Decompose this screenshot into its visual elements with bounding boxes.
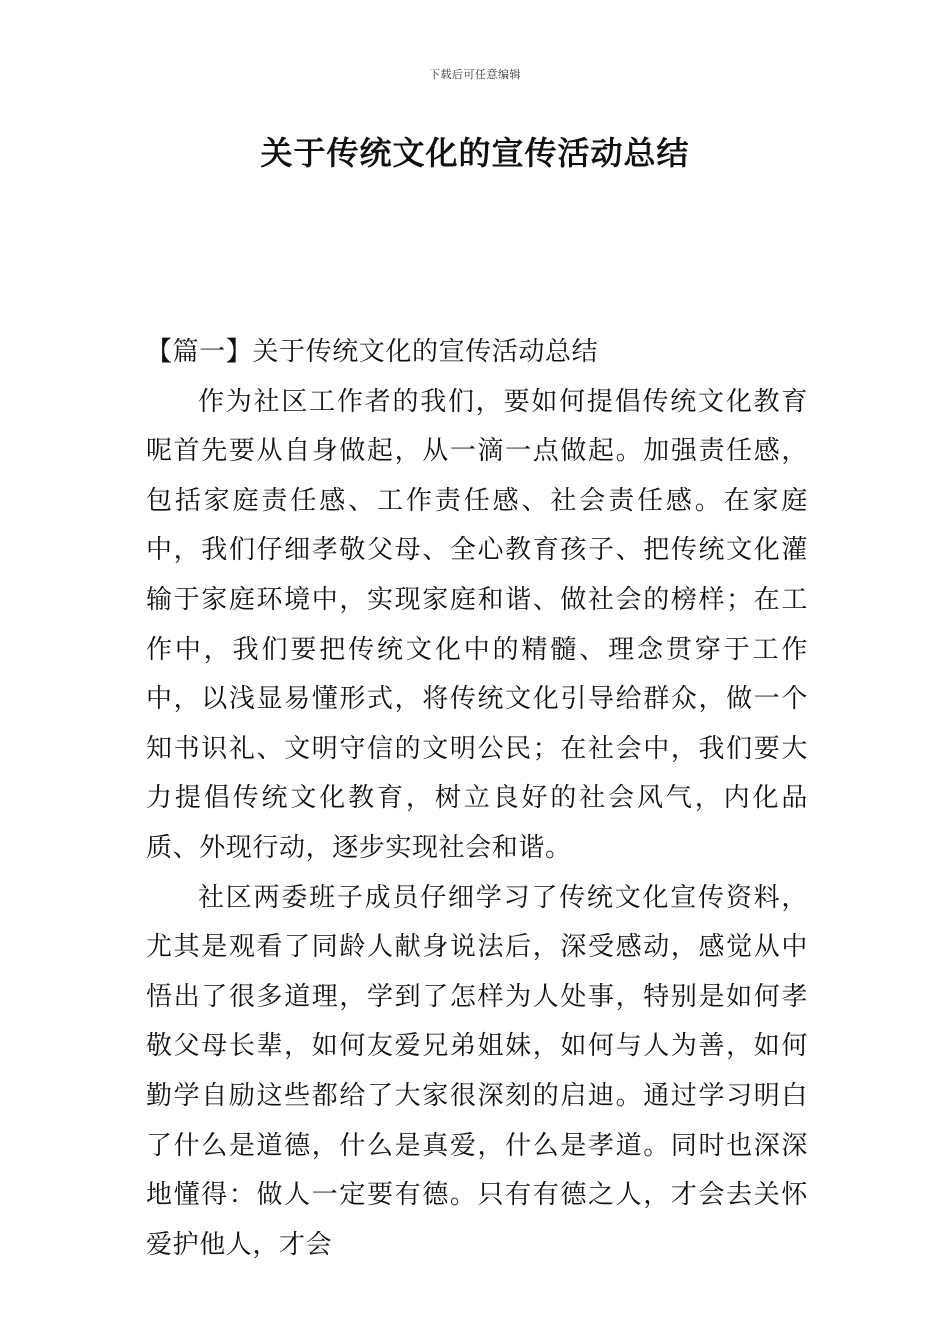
paragraph: 社区两委班子成员仔细学习了传统文化宣传资料，尤其是观看了同龄人献身说法后，深受感动，感觉从中悟出了很多道理，学到了怎样为人处事，特别是如何孝敬父母长辈，如何友爱兄弟姐妹，如何与人为善，如何勤学自励这些都给了大家很深刻的启迪。通过学习明白了什么是道德，什么是真爱，什么是孝道。同时也深深地懂得：做人一定要有德。只有有德之人，才会去关怀爱护他人，才会	[146, 882, 808, 1260]
header-note: 下载后可任意编辑	[429, 68, 521, 81]
document-body	[146, 328, 808, 1270]
paragraph: 作为社区工作者的我们，要如何提倡传统文化教育呢首先要从自身做起，从一滴一点做起。加强责任感，包括家庭责任感、工作责任感、社会责任感。在家庭中，我们仔细孝敬父母、全心教育孩子、把传统文化灌输于家庭环境中，实现家庭和谐、做社会的榜样；在工作中，我们要把传统文化中的精髓、理念贯穿于工作中，以浅显易懂形式，将传统文化引导给群众，做一个知书识礼、文明守信的文明公民；在社会中，我们要大力提倡传统文化教育，树立良好的社会风气，内化品质、外现行动，逐步实现社会和谐。	[146, 386, 808, 863]
document-title: 关于传统文化的宣传活动总结	[260, 134, 690, 172]
section-heading: 【篇一】关于传统文化的宣传活动总结	[146, 337, 599, 367]
